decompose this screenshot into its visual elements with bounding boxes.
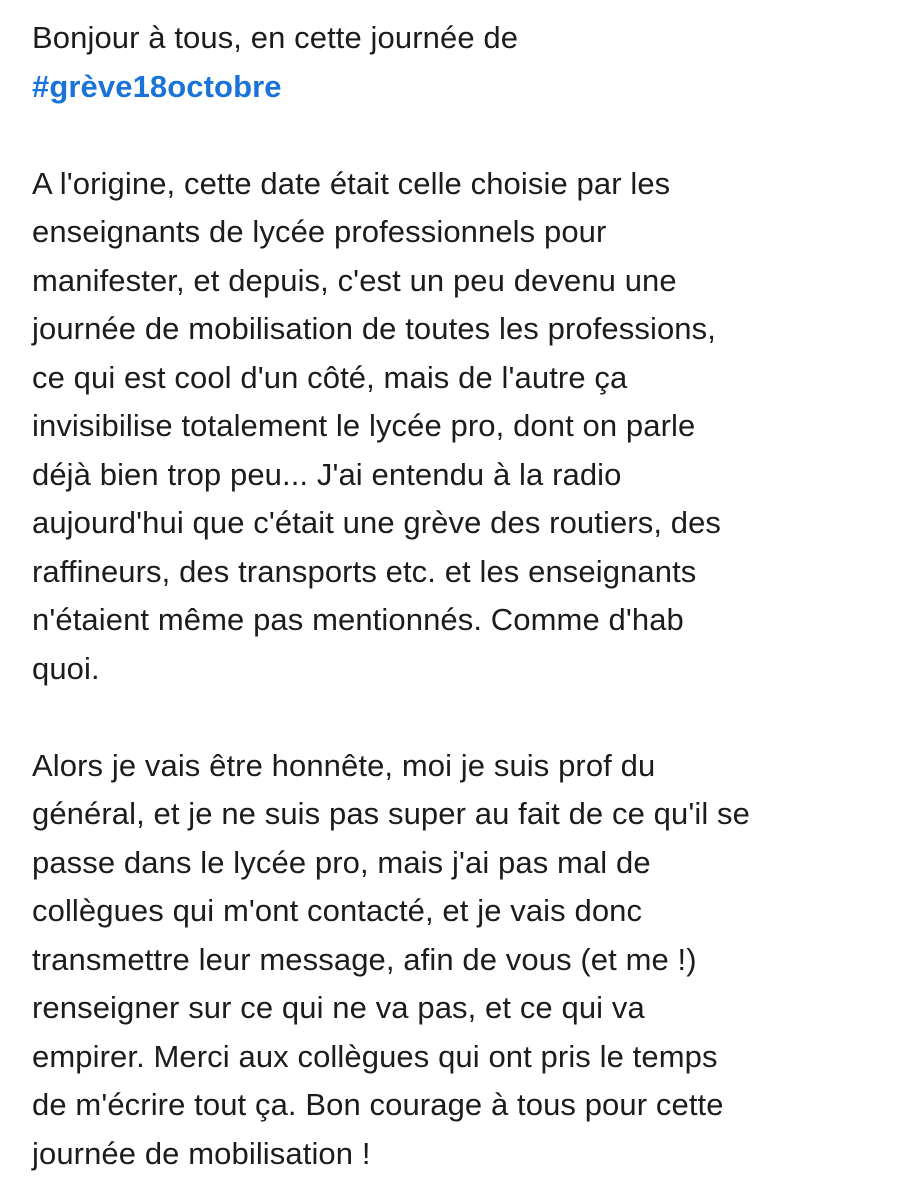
paragraph-1-line: ce qui est cool d'un côté, mais de l'autre ça (32, 359, 628, 395)
greeting-line: Bonjour à tous, en cette journée de (32, 20, 519, 55)
paragraph-2-line: renseigner sur ce qui ne va pas, et ce qui va (32, 990, 645, 1025)
paragraph-1-line: n'étaient même pas mentionnés. Comme d'hab (32, 602, 684, 637)
hashtag-link[interactable]: #grève18octobre (32, 68, 282, 104)
post-body (32, 14, 912, 1178)
paragraph-2-line: collègues qui m'ont contacté, et je vais donc (32, 893, 643, 928)
paragraph-2 (32, 742, 912, 1179)
paragraph-1 (32, 160, 912, 694)
paragraph-1-line: déjà bien trop peu... J'ai entendu à la radio (32, 456, 622, 492)
paragraph-2-line: passe dans le lycée pro, mais j'ai pas mal de (32, 844, 651, 880)
paragraph-1-line: quoi. (32, 650, 100, 686)
paragraph-2-line: général, et je ne suis pas super au fait de ce qu'il se (32, 796, 750, 831)
hashtag-line (32, 63, 912, 112)
paragraph-1-line: raffineurs, des transports etc. et les enseignants (32, 553, 697, 589)
paragraph-1-line: manifester, et depuis, c'est un peu devenu une (32, 262, 677, 298)
paragraph-2-line: journée de mobilisation ! (32, 1135, 371, 1171)
paragraph-spacer (32, 693, 912, 742)
paragraph-1-line: invisibilise totalement le lycée pro, dont on parle (32, 408, 696, 443)
paragraph-1-line: enseignants de lycée professionnels pour (32, 214, 607, 249)
paragraph-1-line: journée de mobilisation de toutes les professions, (32, 311, 716, 346)
paragraph-2-line: empirer. Merci aux collègues qui ont pris le temps (32, 1038, 718, 1074)
paragraph-2-line: Alors je vais être honnête, moi je suis prof du (32, 747, 656, 783)
paragraph-1-line: A l'origine, cette date était celle choisie par les (32, 165, 671, 201)
paragraph-spacer (32, 111, 912, 160)
paragraph-2-line: transmettre leur message, afin de vous (et me !) (32, 941, 697, 977)
paragraph-2-line: de m'écrire tout ça. Bon courage à tous pour cette (32, 1087, 724, 1122)
paragraph-1-line: aujourd'hui que c'était une grève des routiers, des (32, 505, 722, 540)
